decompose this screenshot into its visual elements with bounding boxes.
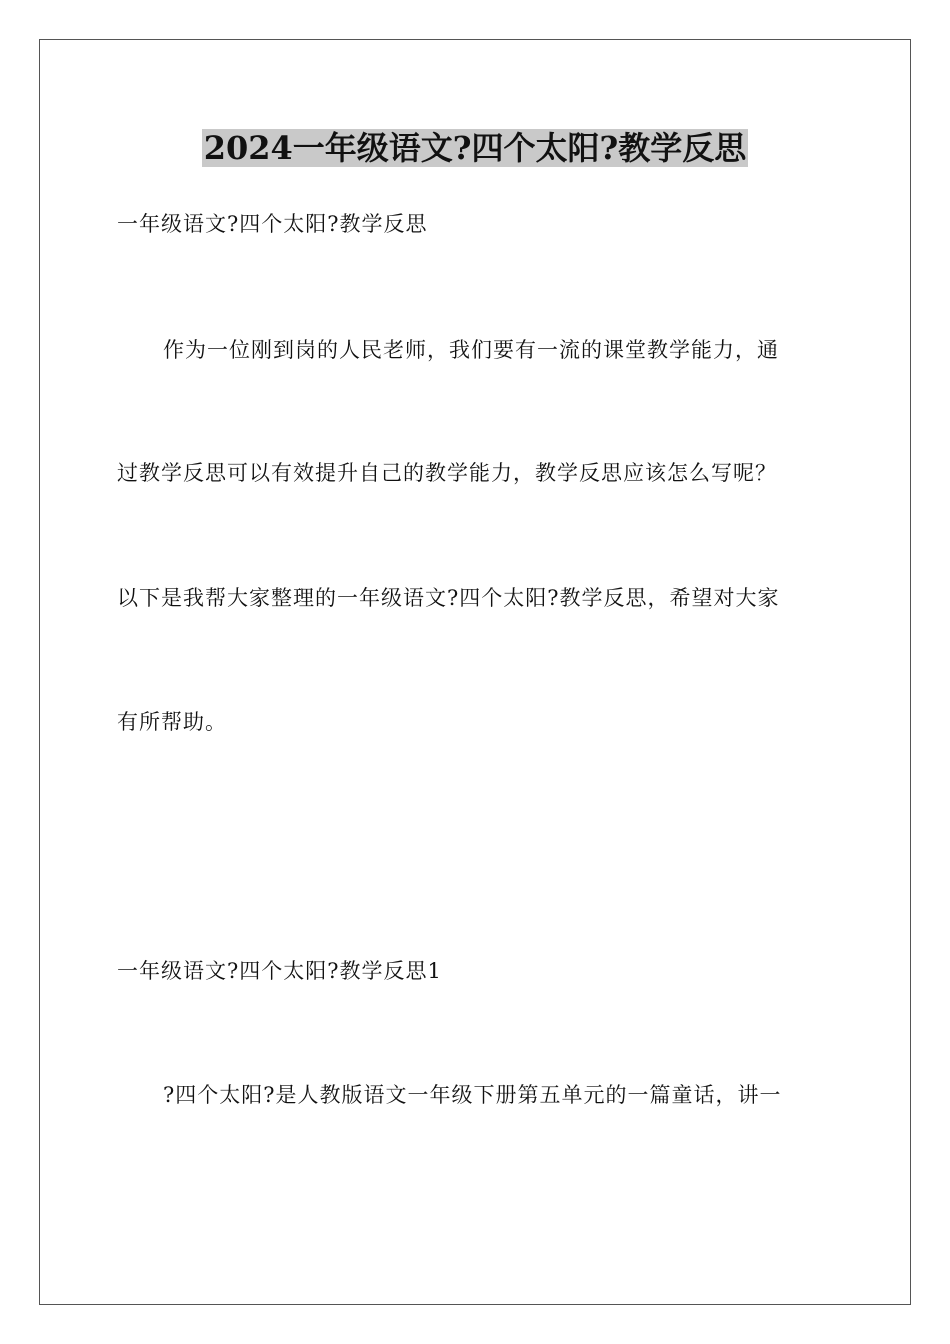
section-paragraph-line-1: ?四个太阳?是人教版语文一年级下册第五单元的一篇童话，讲一 (163, 1083, 782, 1107)
section-heading: 一年级语文?四个太阳?教学反思1 (117, 959, 442, 983)
document-title-text: 2024一年级语文?四个太阳?教学反思 (203, 129, 747, 167)
intro-line-4: 有所帮助。 (117, 710, 227, 734)
document-title (0, 128, 950, 168)
document-subtitle: 一年级语文?四个太阳?教学反思 (117, 212, 428, 236)
intro-line-3: 以下是我帮大家整理的一年级语文?四个太阳?教学反思，希望对大家 (117, 586, 780, 610)
intro-line-1: 作为一位刚到岗的人民老师，我们要有一流的课堂教学能力，通 (163, 338, 779, 362)
intro-line-2: 过教学反思可以有效提升自己的教学能力，教学反思应该怎么写呢？ (117, 461, 777, 485)
